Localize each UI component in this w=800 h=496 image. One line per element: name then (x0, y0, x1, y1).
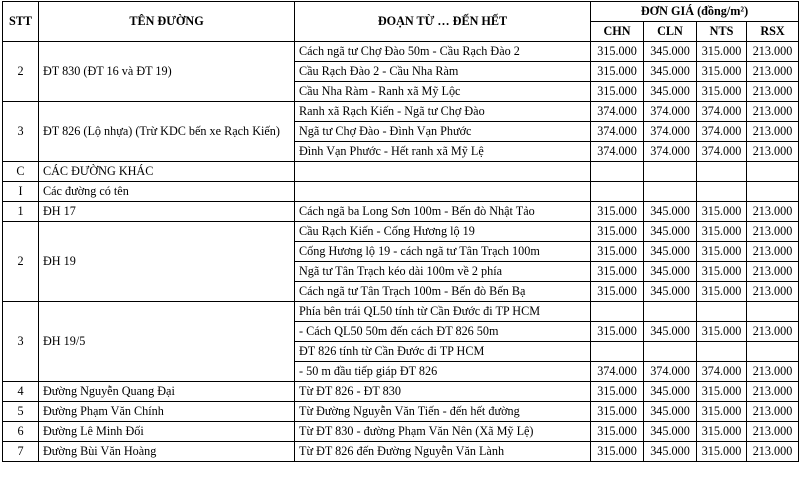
segment-cell: Từ Đường Nguyễn Văn Tiến - đến hết đường (295, 402, 591, 422)
price-nts: 315.000 (697, 442, 747, 462)
price-cln: 345.000 (644, 202, 697, 222)
segment-cell: - 50 m đầu tiếp giáp ĐT 826 (295, 362, 591, 382)
price-cln (644, 302, 697, 322)
price-chn: 315.000 (591, 202, 644, 222)
price-nts: 374.000 (697, 362, 747, 382)
price-rsx: 213.000 (747, 382, 799, 402)
price-nts: 315.000 (697, 82, 747, 102)
price-rsx: 213.000 (747, 242, 799, 262)
table-row (3, 202, 799, 222)
price-cln: 374.000 (644, 122, 697, 142)
price-cln: 345.000 (644, 62, 697, 82)
segment-cell: Cầu Rạch Kiến - Cống Hương lộ 19 (295, 222, 591, 242)
header-nts: NTS (697, 22, 747, 42)
header-don-gia: ĐƠN GIÁ (đồng/m²) (591, 2, 799, 22)
empty-cell (747, 182, 799, 202)
price-rsx: 213.000 (747, 422, 799, 442)
price-rsx: 213.000 (747, 42, 799, 62)
empty-cell (697, 162, 747, 182)
header-row-1 (3, 2, 799, 22)
price-rsx: 213.000 (747, 102, 799, 122)
price-nts (697, 302, 747, 322)
stt-cell: 2 (3, 42, 39, 102)
price-chn: 315.000 (591, 322, 644, 342)
table-row (3, 102, 799, 122)
price-chn: 315.000 (591, 262, 644, 282)
price-nts: 315.000 (697, 262, 747, 282)
price-nts: 315.000 (697, 42, 747, 62)
road-name-cell: Đường Phạm Văn Chính (39, 402, 295, 422)
price-nts: 315.000 (697, 222, 747, 242)
road-name-cell: ĐH 19/5 (39, 302, 295, 382)
road-name-cell: Đường Lê Minh Đối (39, 422, 295, 442)
header-rsx: RSX (747, 22, 799, 42)
price-cln: 374.000 (644, 362, 697, 382)
price-chn: 315.000 (591, 82, 644, 102)
price-cln: 374.000 (644, 102, 697, 122)
table-row (3, 222, 799, 242)
price-nts: 374.000 (697, 122, 747, 142)
segment-cell: - Cách QL50 50m đến cách ĐT 826 50m (295, 322, 591, 342)
price-nts: 315.000 (697, 282, 747, 302)
price-rsx (747, 342, 799, 362)
price-cln: 374.000 (644, 142, 697, 162)
section-row (3, 182, 799, 202)
segment-cell: Cầu Rạch Đào 2 - Cầu Nha Ràm (295, 62, 591, 82)
price-chn: 374.000 (591, 122, 644, 142)
price-chn: 315.000 (591, 282, 644, 302)
price-cln: 345.000 (644, 282, 697, 302)
price-nts: 374.000 (697, 142, 747, 162)
section-stt: C (3, 162, 39, 182)
empty-cell (644, 162, 697, 182)
price-rsx: 213.000 (747, 362, 799, 382)
road-name-cell: Đường Nguyễn Quang Đại (39, 382, 295, 402)
price-cln: 345.000 (644, 222, 697, 242)
price-cln: 345.000 (644, 382, 697, 402)
section-title: Các đường có tên (39, 182, 295, 202)
table-row (3, 382, 799, 402)
price-cln: 345.000 (644, 42, 697, 62)
price-nts: 315.000 (697, 422, 747, 442)
stt-cell: 3 (3, 302, 39, 382)
road-name-cell: Đường Bùi Văn Hoàng (39, 442, 295, 462)
segment-cell: Cống Hương lộ 19 - cách ngã tư Tân Trạch 100m (295, 242, 591, 262)
price-cln: 345.000 (644, 242, 697, 262)
table-row (3, 422, 799, 442)
price-chn: 374.000 (591, 142, 644, 162)
price-rsx (747, 302, 799, 322)
segment-cell: Ngã tư Chợ Đào - Đình Vạn Phước (295, 122, 591, 142)
stt-cell: 5 (3, 402, 39, 422)
price-rsx: 213.000 (747, 202, 799, 222)
price-cln: 345.000 (644, 442, 697, 462)
price-rsx: 213.000 (747, 82, 799, 102)
price-nts: 315.000 (697, 402, 747, 422)
section-row (3, 162, 799, 182)
empty-cell (697, 182, 747, 202)
road-name-cell: ĐH 17 (39, 202, 295, 222)
price-rsx: 213.000 (747, 442, 799, 462)
land-price-table (2, 1, 799, 462)
segment-cell: Đình Vạn Phước - Hết ranh xã Mỹ Lệ (295, 142, 591, 162)
price-rsx: 213.000 (747, 142, 799, 162)
segment-cell: Ranh xã Rạch Kiến - Ngã tư Chợ Đào (295, 102, 591, 122)
price-nts: 315.000 (697, 382, 747, 402)
stt-cell: 4 (3, 382, 39, 402)
price-nts: 374.000 (697, 102, 747, 122)
price-nts: 315.000 (697, 242, 747, 262)
segment-cell: Cách ngã ba Long Sơn 100m - Bến đò Nhật Tảo (295, 202, 591, 222)
price-chn: 374.000 (591, 362, 644, 382)
road-name-cell: ĐH 19 (39, 222, 295, 302)
empty-cell (644, 182, 697, 202)
header-stt: STT (3, 2, 39, 42)
price-chn: 315.000 (591, 242, 644, 262)
stt-cell: 6 (3, 422, 39, 442)
segment-cell: Từ ĐT 826 - ĐT 830 (295, 382, 591, 402)
header-chn: CHN (591, 22, 644, 42)
table-row (3, 402, 799, 422)
road-name-cell: ĐT 826 (Lộ nhựa) (Trừ KDC bến xe Rạch Kiến) (39, 102, 295, 162)
price-chn: 315.000 (591, 402, 644, 422)
price-cln: 345.000 (644, 322, 697, 342)
segment-cell: Cách ngã tư Tân Trạch 100m - Bến đò Bến Bạ (295, 282, 591, 302)
price-rsx: 213.000 (747, 262, 799, 282)
price-chn: 315.000 (591, 222, 644, 242)
table-row (3, 42, 799, 62)
price-rsx: 213.000 (747, 322, 799, 342)
price-cln: 345.000 (644, 262, 697, 282)
segment-cell: ĐT 826 tính từ Cần Đước đi TP HCM (295, 342, 591, 362)
price-chn (591, 342, 644, 362)
price-nts (697, 342, 747, 362)
road-name-cell: ĐT 830 (ĐT 16 và ĐT 19) (39, 42, 295, 102)
header-ten-duong: TÊN ĐƯỜNG (39, 2, 295, 42)
price-chn: 315.000 (591, 442, 644, 462)
price-nts: 315.000 (697, 62, 747, 82)
empty-cell (747, 162, 799, 182)
price-cln: 345.000 (644, 422, 697, 442)
empty-cell (591, 182, 644, 202)
empty-cell (591, 162, 644, 182)
price-cln: 345.000 (644, 402, 697, 422)
price-rsx: 213.000 (747, 62, 799, 82)
price-nts: 315.000 (697, 202, 747, 222)
stt-cell: 1 (3, 202, 39, 222)
price-rsx: 213.000 (747, 282, 799, 302)
price-chn: 315.000 (591, 382, 644, 402)
empty-cell (295, 162, 591, 182)
segment-cell: Phía bên trái QL50 tính từ Cần Đước đi TP HCM (295, 302, 591, 322)
header-cln: CLN (644, 22, 697, 42)
empty-cell (295, 182, 591, 202)
stt-cell: 2 (3, 222, 39, 302)
price-nts: 315.000 (697, 322, 747, 342)
price-cln (644, 342, 697, 362)
price-rsx: 213.000 (747, 402, 799, 422)
price-rsx: 213.000 (747, 222, 799, 242)
price-chn: 315.000 (591, 62, 644, 82)
section-title: CÁC ĐƯỜNG KHÁC (39, 162, 295, 182)
segment-cell: Ngã tư Tân Trạch kéo dài 100m về 2 phía (295, 262, 591, 282)
price-chn (591, 302, 644, 322)
header-doan-tu: ĐOẠN TỪ … ĐẾN HẾT (295, 2, 591, 42)
section-stt: I (3, 182, 39, 202)
table-row (3, 442, 799, 462)
segment-cell: Cầu Nha Ràm - Ranh xã Mỹ Lộc (295, 82, 591, 102)
stt-cell: 7 (3, 442, 39, 462)
segment-cell: Cách ngã tư Chợ Đào 50m - Cầu Rạch Đào 2 (295, 42, 591, 62)
price-cln: 345.000 (644, 82, 697, 102)
price-chn: 374.000 (591, 102, 644, 122)
price-chn: 315.000 (591, 42, 644, 62)
price-chn: 315.000 (591, 422, 644, 442)
stt-cell: 3 (3, 102, 39, 162)
segment-cell: Từ ĐT 830 - đường Phạm Văn Nên (Xã Mỹ Lệ) (295, 422, 591, 442)
table-row (3, 302, 799, 322)
price-rsx: 213.000 (747, 122, 799, 142)
segment-cell: Từ ĐT 826 đến Đường Nguyễn Văn Lành (295, 442, 591, 462)
